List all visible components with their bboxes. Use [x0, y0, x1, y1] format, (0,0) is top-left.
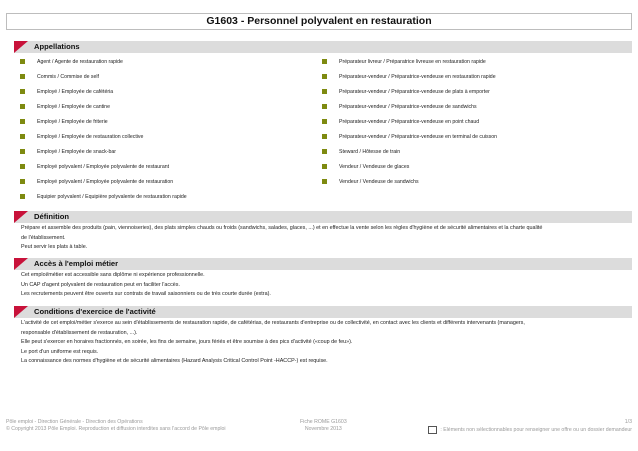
footer-right: [372, 419, 632, 435]
olive-square-bullet-icon: [20, 134, 25, 139]
section-definition-header: [14, 211, 632, 223]
olive-square-bullet-icon: [322, 74, 327, 79]
footer-org-line: Pôle emploi - Direction Générale - Direction des Opérations: [6, 419, 143, 425]
footer-left: [6, 419, 226, 434]
footer-copyright-line: © Copyright 2013 Pôle Emploi. Reproduction et diffusion interdites sans l'accord de Pôle emploi: [6, 426, 226, 433]
acces-line: Cet emploi/métier est accessible sans diplôme ni expérience professionnelle.: [21, 272, 205, 278]
footer-page-number: 1/3: [624, 419, 632, 425]
conditions-line: responsable d'établissement de restauration, ...).: [21, 329, 138, 336]
open-book-icon: [428, 426, 437, 432]
olive-square-bullet-icon: [20, 194, 25, 199]
conditions-line: Le port d'un uniforme est requis.: [21, 348, 99, 355]
footer-legend-text: : Eléments non sélectionnables pour renseigner une offre ou un dossier demandeur: [440, 427, 632, 434]
olive-square-bullet-icon: [322, 89, 327, 94]
conditions-line: La connaissance des normes d'hygiène et de sécurité alimentaires (Hazard Analysis Critical Control Point -HACCP-) est requise.: [21, 358, 328, 365]
acces-line: Un CAP d'agent polyvalent de restauration peut en faciliter l'accès.: [21, 281, 180, 288]
red-triangle-icon: [14, 258, 28, 270]
olive-square-bullet-icon: [20, 119, 25, 124]
section-conditions-title: Conditions d'exercice de l'activité: [34, 307, 156, 316]
conditions-line: Elle peut s'exercer en horaires fractionnés, en soirée, les fins de semaine, jours fériés et être soumise à des pics d'activité («coup de feu»).: [21, 339, 353, 346]
olive-square-bullet-icon: [322, 59, 327, 64]
acces-line: Les recrutements peuvent être ouverts sur contrats de travail saisonniers ou de très courte durée (extra).: [21, 291, 271, 298]
definition-line: de l'établissement.: [21, 234, 66, 241]
olive-square-bullet-icon: [322, 119, 327, 124]
olive-square-bullet-icon: [20, 149, 25, 154]
acces-text: [21, 271, 621, 300]
conditions-text: [21, 319, 621, 367]
definition-line: Prépare et assemble des produits (pain, viennoiseries), des plats simples chauds ou froids (sandwichs, salades, glaces, ...) et en effectue la vente selon les règles d'hygiène et de sécurité alimentaires et la charte qualité: [21, 225, 543, 231]
conditions-line: L'activité de cet emploi/métier s'exerce au sein d'établissements de restauration rapide, de cafétérias, de restaurants d'entreprise ou de collectivité, en contact avec les clients et différents intervenants (managers,: [21, 320, 525, 326]
olive-square-bullet-icon: [322, 134, 327, 139]
definition-text: [21, 224, 621, 253]
olive-square-bullet-icon: [20, 104, 25, 109]
footer-date: Novembre 2013: [304, 426, 342, 433]
definition-line: Peut servir les plats à table.: [21, 244, 88, 251]
section-conditions-header: [14, 306, 632, 318]
red-triangle-icon: [14, 211, 28, 223]
section-definition-title: Définition: [34, 212, 70, 221]
section-acces-title: Accès à l'emploi métier: [34, 259, 119, 268]
olive-square-bullet-icon: [20, 89, 25, 94]
olive-square-bullet-icon: [20, 164, 25, 169]
section-acces-header: [14, 258, 632, 270]
footer-fiche-code: Fiche ROME G1603: [300, 419, 347, 425]
red-triangle-icon: [14, 306, 28, 318]
olive-square-bullet-icon: [322, 164, 327, 169]
olive-square-bullet-icon: [322, 179, 327, 184]
section-appellations-title: Appellations: [34, 42, 80, 51]
olive-square-bullet-icon: [20, 179, 25, 184]
page-title: G1603 - Personnel polyvalent en restauration: [6, 13, 632, 30]
olive-square-bullet-icon: [322, 149, 327, 154]
olive-square-bullet-icon: [20, 74, 25, 79]
footer-middle: [300, 419, 347, 434]
olive-square-bullet-icon: [20, 59, 25, 64]
olive-square-bullet-icon: [322, 104, 327, 109]
appellations-list: Agent / Agente de restauration rapide Commis / Commise de self Employé / Employée de cafétéria Employé / Employée de cantine Employé / Employée de friterie Employé / Employée de restauration collective Employé / Employée de snack-bar Employé polyvalent / Employée polyvalente de restaurant Employé polyvalent / Employée polyvalente de restauration Equipier polyvalent / Equipière polyvalente de restauration rapide Préparateur livreur / Préparatrice livreuse en restauration rapide Préparateur-vendeur / Préparatrice-vendeuse en restauration rapide Préparateur-vendeur / Préparatrice-vendeuse de plats à emporter Préparateur-vendeur / Préparatrice-vendeuse de sandwichs Préparateur-vendeur / Préparatrice-vendeuse en point chaud Préparateur-vendeur / Préparatrice-vendeuse en terminal de cuisson Steward / Hôtesse de train Vendeur / Vendeuse de glaces Vendeur / Vendeuse de sandwichs: [0, 0, 638, 451]
footer-legend: [372, 426, 632, 434]
